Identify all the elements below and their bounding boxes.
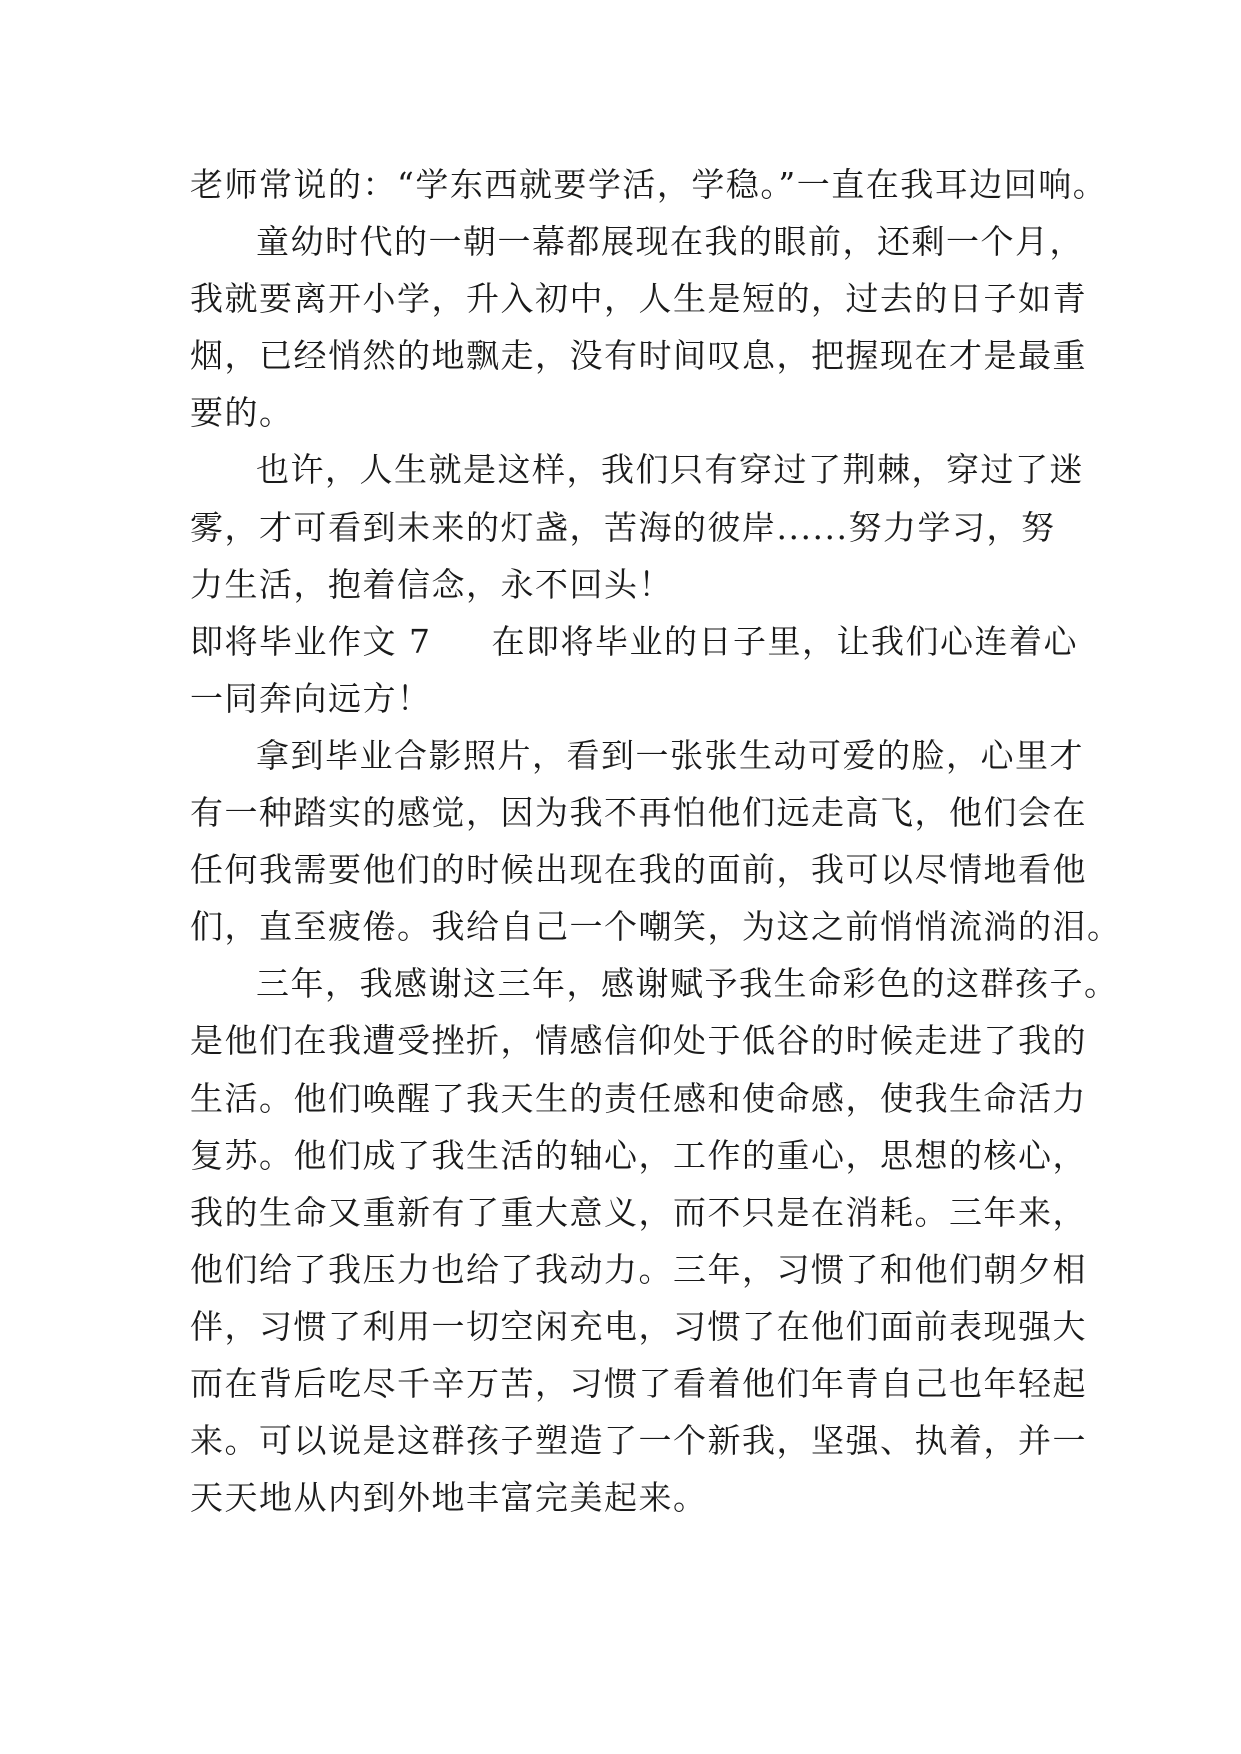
section-heading: 即将毕业作文 7 bbox=[190, 621, 432, 661]
text-line: 一同奔向远方！ bbox=[190, 678, 432, 718]
text-line: 而在背后吃尽千辛万苦，习惯了看着他们年青自己也年轻起 bbox=[190, 1363, 1087, 1403]
paragraph-start-line: 也许，人生就是这样，我们只有穿过了荆棘，穿过了迷 bbox=[256, 450, 1084, 490]
text-line: 天天地从内到外地丰富完美起来。 bbox=[190, 1478, 708, 1518]
section-heading-line bbox=[190, 613, 1078, 670]
text-line: 复苏。他们成了我生活的轴心，工作的重心，思想的核心， bbox=[190, 1135, 1087, 1175]
text-line: 有一种踏实的感觉，因为我不再怕他们远走高飞，他们会在 bbox=[190, 793, 1087, 833]
text-line: 生活。他们唤醒了我天生的责任感和使命感，使我生命活力 bbox=[190, 1078, 1087, 1118]
text-line: 雾，才可看到未来的灯盏，苦海的彼岸......努力学习，努 bbox=[190, 507, 1056, 547]
text-line: 是他们在我遭受挫折，情感信仰处于低谷的时候走进了我的 bbox=[190, 1021, 1087, 1061]
text-line: 们，直至疲倦。我给自己一个嘲笑，为这之前悄悄流淌的泪。 bbox=[190, 907, 1122, 947]
essay-body bbox=[190, 156, 1122, 1526]
text-line: 力生活，抱着信念，永不回头！ bbox=[190, 564, 673, 604]
section-subtitle: 在即将毕业的日子里，让我们心连着心 bbox=[491, 621, 1078, 661]
text-line: 要的。 bbox=[190, 393, 294, 433]
text-line: 任何我需要他们的时候出现在我的面前，我可以尽情地看他 bbox=[190, 850, 1087, 890]
text-line: 我就要离开小学，升入初中，人生是短的，过去的日子如青 bbox=[190, 279, 1087, 319]
text-line: 来。可以说是这群孩子塑造了一个新我，坚强、执着，并一 bbox=[190, 1421, 1087, 1461]
paragraph-start-line: 童幼时代的一朝一幕都展现在我的眼前，还剩一个月， bbox=[256, 222, 1084, 262]
paragraph-start-line: 三年，我感谢这三年，感谢赋予我生命彩色的这群孩子。 bbox=[256, 964, 1119, 1004]
text-line: 我的生命又重新有了重大意义，而不只是在消耗。三年来， bbox=[190, 1192, 1087, 1232]
paragraph-start-line: 拿到毕业合影照片，看到一张张生动可爱的脸，心里才 bbox=[256, 735, 1084, 775]
text-line: 烟，已经悄然的地飘走，没有时间叹息，把握现在才是最重 bbox=[190, 336, 1087, 376]
text-line: 老师常说的：“学东西就要学活，学稳。”一直在我耳边回响。 bbox=[190, 165, 1108, 204]
text-line: 他们给了我压力也给了我动力。三年，习惯了和他们朝夕相 bbox=[190, 1249, 1087, 1289]
text-line: 伴，习惯了利用一切空闲充电，习惯了在他们面前表现强大 bbox=[190, 1306, 1087, 1346]
